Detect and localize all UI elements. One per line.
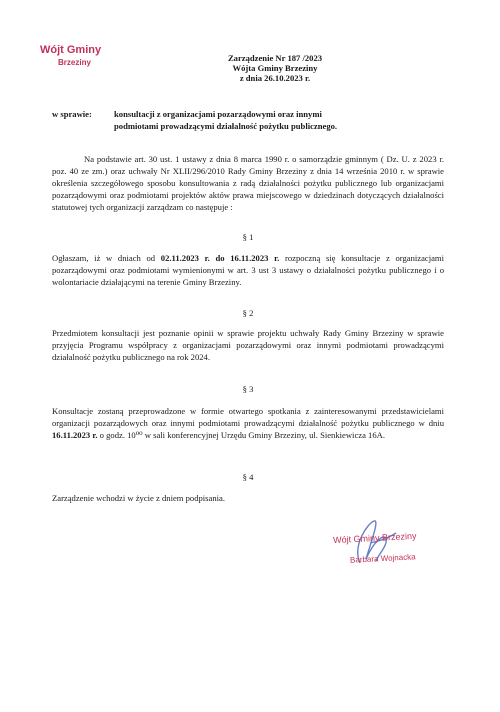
handwritten-signature	[340, 515, 410, 575]
stamp-top-title: Wójt Gminy	[40, 44, 102, 56]
section-3-text-a: Konsultacje zostaną przeprowadzone w formie otwartego spotkania z zainteresowanymi przedstawicielami organizacji pozarządowych oraz innymi podmiotami prowadzącymi działalność pożytku publicznego w dniu	[52, 406, 444, 428]
subject-label: w sprawie:	[52, 109, 92, 119]
subject-line-1: konsultacji z organizacjami pozarządowymi oraz innymi	[114, 109, 322, 119]
section-text-1	[52, 252, 444, 288]
subject-line-2: podmiotami prowadzącymi działalność pożytku publicznego.	[114, 121, 338, 131]
legal-basis-paragraph: Na podstawie art. 30 ust. 1 ustawy z dnia 8 marca 1990 r. o samorządzie gminnym ( Dz. U. z 2023 r. poz. 40 ze zm.) oraz uchwały Nr XLII/296/2010 Rady Gminy Brzeziny z dnia 14 września 2010 r. w sprawie określenia szczegółowego sposobu konsultowania z radą działalności pożytku publicznego lub organizacjami pozarządowymi oraz podmiotami projektów aktów prawa miejscowego w dziedzinach dotyczących działalności statutowej tych organizacji zarządzam co następuje :	[52, 154, 444, 212]
ordinance-subject	[52, 108, 448, 132]
section-1-dates: 02.11.2023 r. do 16.11.2023 r.	[160, 253, 280, 263]
ordinance-date: z dnia 26.10.2023 r.	[239, 73, 311, 83]
ordinance-number: Zarządzenie Nr 187 /2023	[227, 53, 323, 63]
section-3-date: 16.11.2023 r.	[52, 430, 98, 440]
ordinance-issuer: Wójta Gminy Brzeziny	[232, 63, 318, 73]
section-text-3	[52, 405, 444, 441]
stamp-bottom-name: Barbara Wojnacka	[349, 552, 416, 565]
section-1-text-a: Ogłaszam, iż w dniach od	[52, 253, 161, 263]
section-mark-2: § 2	[242, 308, 254, 318]
section-mark-4: § 4	[242, 472, 254, 482]
section-1-text-b: rozpoczną się konsultacje z organizacjami pozarządowymi oraz podmiotami wymienionymi w art. 3 ust 3 ustawy o działalności pożytku publicznego i o wolontariacie działającymi na terenie Gminy Brzeziny.	[52, 253, 444, 287]
section-mark-1: § 1	[242, 232, 254, 242]
section-mark-3: § 3	[242, 384, 254, 394]
section-text-4: Zarządzenie wchodzi w życie z dniem podpisania.	[52, 493, 225, 503]
stamp-top-subtitle: Brzeziny	[58, 58, 91, 67]
section-text-2: Przedmiotem konsultacji jest poznanie opinii w sprawie projektu uchwały Rady Gminy Brzeziny w sprawie przyjęcia Programu współpracy z organizacjami pozarządowymi oraz innymi podmiotami prowadzącymi działalność pożytku publicznego na rok 2024.	[52, 328, 444, 362]
stamp-bottom-title: Wójt Gminy Brzeziny	[332, 530, 417, 546]
section-3-text-b: o godz. 10⁰⁰ w sali konferencyjnej Urzędu Gminy Brzeziny, ul. Sienkiewicza 16A.	[97, 430, 385, 440]
